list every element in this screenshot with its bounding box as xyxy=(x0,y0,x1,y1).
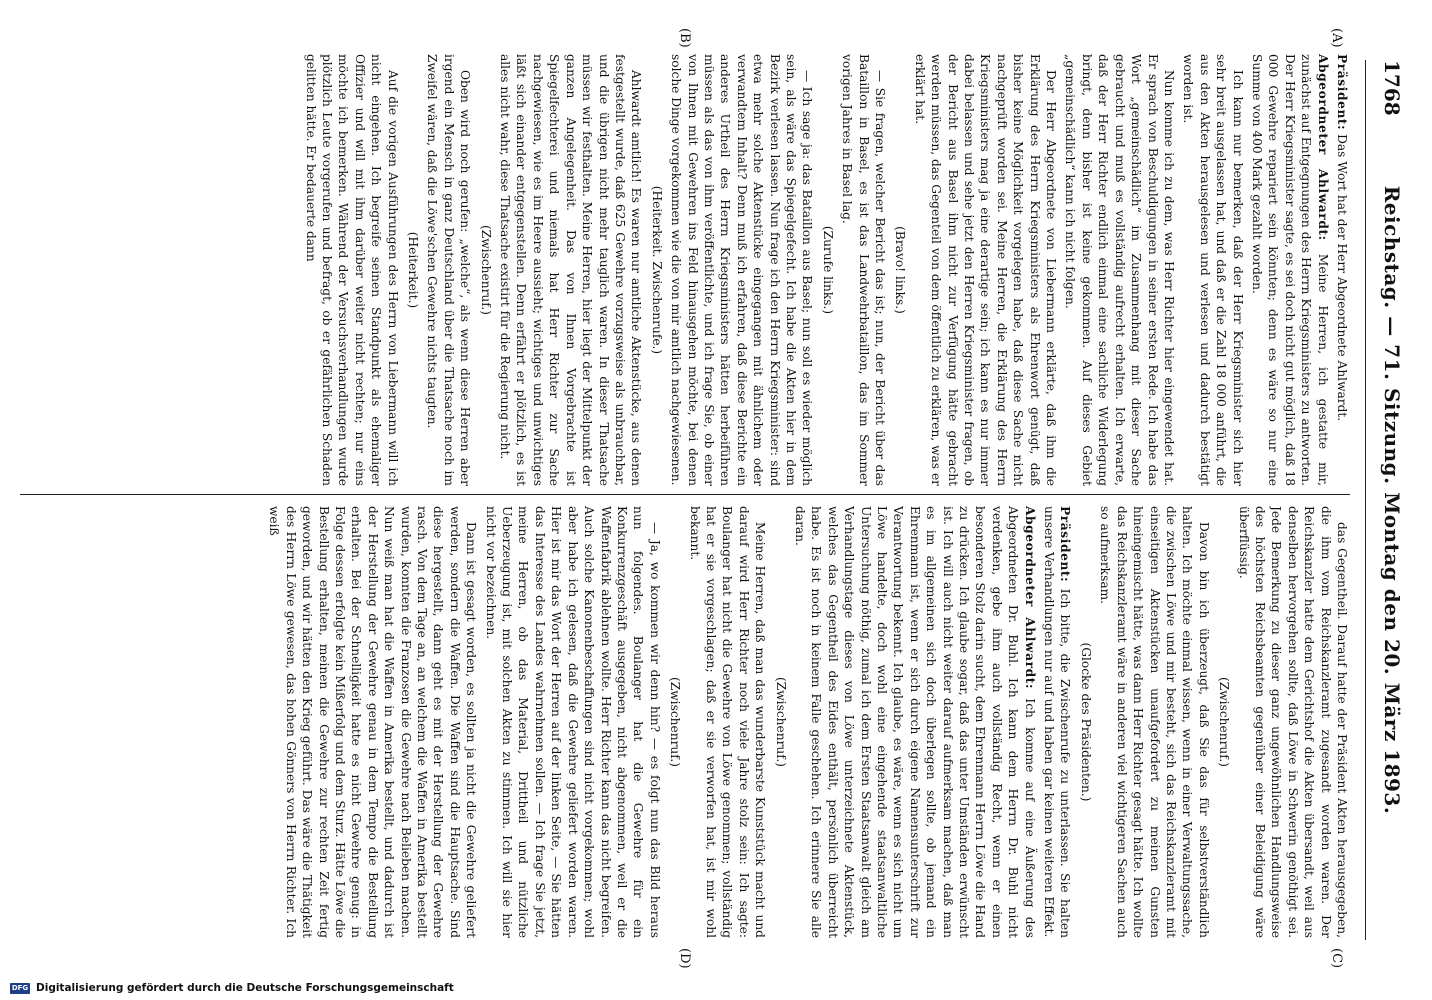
paragraph-text: — Ich sage ja: das Bataillon aus Basel; nun soll es wieder möglich sein, als wäre das Spiegelgefecht. Ich habe die Akten hier in dem Bezirk verlesen lassen. Nun frage ich den Herrn Kriegsminister: sind etwa mehr solche Aktenstücke eingegangen mit ähnlichem oder verwandtem Inhalt? Denn muß ich erfahren, daß diese Berichte ein anderes Urtheil des Herrn Kriegsministers hätten herbeiführen müssen als das von ihm veröffentlichte, und ich frage Sie, ob einer von Ihnen mit Gewehren ins Feld hinausgehen möchte, bei denen solche Dinge vorgekommen wie die von mir amtlich nachgewiesenen. xyxy=(669,54,815,486)
paragraph-text: Auf die vorigen Ausführungen des Herrn von Liebermann will ich nicht eingehen. Ich begreife seinen Standpunkt als ehemaliger Offizier und will mit ihm darüber weiter nicht rechten; nur eins möchte ich bemerken. Während der Versuchsverhandlungen wurde plötzlich Leute vorgerufen und befragt, ob er gefährlichen Schaden gelitten hätte. Er bedauerte dann xyxy=(303,54,400,486)
paragraph-text: das Gegentheil. Darauf hatte der Präsident Akten herausgegeben, die ihm vom Reichskanzleramt zugesandt worden waren. Der Reichskanzler hatte dem Gerichtshof die Akten übersandt, weil aus denselben hervorgehen sollte, daß Löwe in Schwerin genöthigt sei. Jede Bemerkung zu dieser ganz ungewöhnlichen Handlungsweise des höchsten Reichsbeamten gegenüber einer Beleidigung wäre überflüssig. xyxy=(1236,506,1349,938)
paragraph xyxy=(482,506,662,938)
paragraph-text: — Sie fragen, welcher Bericht das ist; nun, der Bericht über das Bataillon in Basel, es ist das Landwehrbataillon, das im Sommer vorigen Jahres in Basel lag. xyxy=(840,54,888,486)
paragraph-text: Ahlwardt amtlich! Es waren nur amtliche Aktenstücke, aus denen festgestellt wurde, daß 625 Gewehre vorzugsweise als unbrauchbar, und die übrigen nicht mehr tauglich waren. In dieser Thatsache müssen wir festhalten. Meine Herren, hier liegt der Mittelpunkt der ganzen Angelegenheit. Das von Ihnen Vorgebrachte ist Spiegelfechterei und niemals hat Herr Richter zur Sache nachgewiesen, wie es im Heere aussieht; wichtiges und unwichtiges läßt sich einander entgegenstellen. Denn erfährt er plötzlich, es ist alles nicht wahr, diese Thatsache existirt für die Regierung nicht. xyxy=(498,54,644,486)
stage-direction: (Zwischenruf.) xyxy=(1217,677,1232,767)
paragraph xyxy=(686,506,768,938)
paragraph-text: Ich kann nur bemerken, daß der Herr Kriegsminister sich hier sehr breit ausgelassen hat, und daß er die Zahl 18 000 anführt, die aus den Akten herausgelesen und verlesen und dadurch bestätigt worden ist. xyxy=(1181,54,1245,486)
speaker-name: Abgeordneter Ahlwardt: xyxy=(1022,506,1037,690)
stage-direction: (Zwischenruf.) xyxy=(478,225,493,315)
page-number: 1768 xyxy=(1380,60,1404,116)
speaker-name: Präsident: xyxy=(1335,54,1349,131)
paragraph-text: Ich bitte, die Zwischenrufe zu unterlassen. Sie halten unsere Verhandlungen nur auf und haben gar keinen weiteren Effekt. xyxy=(1042,506,1073,938)
paragraph-text: Davon bin ich überzeugt, daß Sie das für selbstverständlich halten. Ich möchte einmal wissen, wenn in einer Verwaltungssache, die zwischen Löwe und mir besteht, sich das Reichskanzleramt mit einseitigen Aktenstücken unaufgefordert zu meinen Gunsten hineingemischt hätte, was dann Herr Richter gesagt hätte. Ich wollte das Reichskanzleramt wäre in anderen viel wichtigeren Sachen auch so aufmerksam. xyxy=(1098,506,1211,938)
paragraph xyxy=(1235,506,1350,938)
speaker-name: Abgeordneter Ahlwardt: xyxy=(1315,54,1330,241)
paragraph xyxy=(1062,54,1177,486)
paragraph-text: Das Wort hat der Herr Abgeordnete Ahlwardt. xyxy=(1335,134,1349,422)
stage-direction: (Heiterkeit. Zwischenrufe.) xyxy=(649,185,664,355)
stage-direction: (Zwischenruf.) xyxy=(668,677,683,767)
paragraph xyxy=(266,506,479,938)
footer-credit xyxy=(10,982,454,994)
credit-text: Digitalisierung gefördert durch die Deutsche Forschungsgemeinschaft xyxy=(36,982,454,994)
paragraph xyxy=(668,54,816,486)
paragraph xyxy=(497,54,645,486)
speaker-name: Präsident: xyxy=(1058,506,1073,583)
paragraph xyxy=(1334,54,1350,486)
paragraph-text: Dann ist gesagt worden, es sollten ja nicht die Gewehre geliefert werden, sondern die Waffen. Die Waffen sind die Hauptsache. Sind diese hergestellt, dann geht es mit der Herstellung der Gewehre rasch. Von dem Tage an, an welchem die Waffen in Amerika bestellt wurden, konnten die Franzosen die Gewehre nach Belieben machen. Nun weiß man hat die Waffen in Amerika bestellt, und dadurch ist der Herstellung der Gewehre genau in dem Tempo die Bestellung erhalten. Bei der Schnelligkeit hatte es nicht Gewehre genug: in Folge dessen erfolgte kein Mißerfolg und dem Sturz. Hätte Löwe die Bestellung erhalten, meinen die Gewehre zur rechten Zeit fertig geworden, und wir hätten den Krieg geführt. Das wäre die Thätigkeit des Herrn Löwe gewesen, das hohen Gönners von Herrn Richter. Ich weiß xyxy=(267,506,479,938)
stage-direction: (Zwischenruf.) xyxy=(773,677,788,767)
running-head xyxy=(1365,60,1410,940)
margin-marker-c: (C) xyxy=(1329,948,1344,969)
paragraph xyxy=(302,54,400,486)
margin-marker-d: (D) xyxy=(677,948,692,969)
paragraph xyxy=(911,54,1059,486)
stage-direction: (Bravo! links.) xyxy=(893,226,908,314)
left-column xyxy=(20,54,1350,486)
paragraph-text: Oben wird noch gerufen: „welche“, als wenn diese Herren aber irgend ein Mensch in ganz Deutschland über die Thatsache noch im Zweifel wären, daß die Löwe'schen Gewehre nichts taugten. xyxy=(425,54,473,486)
column-divider xyxy=(20,494,1350,495)
paragraph xyxy=(839,54,888,486)
running-title: Reichstag. — 71. Sitzung. Montag den 20. März 1893. xyxy=(1380,185,1404,815)
paragraph-text: Meine Herren, daß man das wunderbarste Kunststück macht und darauf wird Herr Richter noch viele Jahre stolz sein: Ich sagte: Boulanger hat nicht die Gewehre von Löwe genommen; vollständig hat er sie vorgeschlagen; daß er sie verworfen hat, ist mir wohl bekannt. xyxy=(687,506,768,938)
paragraph xyxy=(792,506,1038,938)
paragraph-text: Der Herr Abgeordnete von Liebermann erklärte, daß ihm die Erklärung des Herrn Kriegsministers als Ehrenwort genügt, daß bisher keine Möglichkeit vorgelegen habe, daß diese Sache nicht nachgeprüft worden sei. Meine Herren, die Erklärung des Herrn Kriegsministers mag ja eine derartige sein; ich kann es nur immer dabei belassen und sehe jetzt den Herren Kriegsminister fragen, ob der Bericht aus Basel ihm nicht zur Verfügung hätte gebracht werden müssen, das Gegenteil von dem öffentlich zu erklären, was er erklärt hat. xyxy=(912,54,1059,486)
stage-direction: (Glocke des Präsidenten.) xyxy=(1078,642,1093,802)
paragraph xyxy=(424,54,473,486)
paragraph-text: Meine Herren, ich gestatte mir, zunächst auf Entgegnungen des Herrn Kriegsministers zu antworten. Der Herr Kriegsminister sagte, es sei doch nicht gut möglich, daß 18 000 Gewehre repariert sein könnten; denn es wäre so nur eine Summe von 400 Mark gezahlt worden. xyxy=(1249,54,1330,486)
right-column xyxy=(20,506,1350,938)
stage-direction: (Heiterkeit.) xyxy=(406,231,421,309)
paragraph-text: — Ja, wo kommen wir denn hin? — es folgt nun das Bild heraus nun folgendes. Boulanger hat die Gewehre für ein Konkurrenzgeschäft ausgegeben, nicht abgenommen, weil er die Waffenfabrik ablehnen wollte. Herr Richter kann das nicht begreifen. Auch solche Kanonenbeschaffungen sind nicht vorgekommen; wohl aber habe ich gelesen, daß die Gewehre geliefert worden waren. Hier ist mir das Wort der Herren auf der linken Seite, — Sie hätten das Interesse des Landes wahrnehmen sollen. — Ich frage Sie jetzt, meine Herren, ob das Material, Drittheil und nützliche Ueberzeugung ist, mit solchen Akten zu stimmen. Ich will sie hier nicht vor bezeichnen. xyxy=(483,506,662,938)
margin-marker-a: (A) xyxy=(1329,28,1344,48)
paragraph xyxy=(1097,506,1212,938)
paragraph xyxy=(1041,506,1074,938)
paragraph-text: Ich komme auf eine Äußerung des Abgeordneten Dr. Buhl. Ich kann dem Herrn Dr. Buhl nicht verdenken, gebe ihm auch vollständig Recht, wenn er einen besonderen Stolz darin sucht, dem Ehrenmann Herrn Löwe die Hand zu drücken. Ich glaube sogar, daß das unter Umständen erwünscht ist. Ich will auch nicht weiter darauf aufmerksam machen, daß man es im allgemeinen sich doch überlegen sollte, ob jemand ein Ehrenmann ist, wenn er sich durch eigene Namensunterschrift zur Verantwortung bekennt. Ich glaube, es wäre, wenn es sich nicht um Löwe handelte, doch wohl eine eingehende staatsanwaltliche Untersuchung nöthig, zumal ich dem Ersten Staatsanwalt gleich am Verhandlungstage dieses von Löwe unterzeichnete Aktenstück, welches das Gegentheil des Eides enthält, persönlich überreicht habe. Es ist noch in keinem Falle geschehen. Ich erinnere Sie alle daran. xyxy=(793,506,1037,938)
paragraph-text: Nun komme ich zu dem, was Herr Richter hier eingewendet hat. Er sprach von Beschuldigungen in seiner ersten Rede. Ich habe das Wort „gemeinschädlich“ im Zusammenhang mit dieser Sache gebraucht und muß es vollständig aufrecht erhalten. Ich erwarte, daß der Herr Richter endlich einmal eine sachliche Widerlegung bringt, denn bisher ist keine gekommen. Auf dieses Gebiet „gemeinschädlich“ kann ich nicht folgen. xyxy=(1063,54,1176,486)
paragraph xyxy=(1249,54,1331,486)
dfg-logo: DFG xyxy=(11,983,29,992)
stage-direction: (Zurufe links.) xyxy=(820,225,835,315)
paragraph xyxy=(1180,54,1246,486)
margin-marker-b: (B) xyxy=(677,28,692,48)
